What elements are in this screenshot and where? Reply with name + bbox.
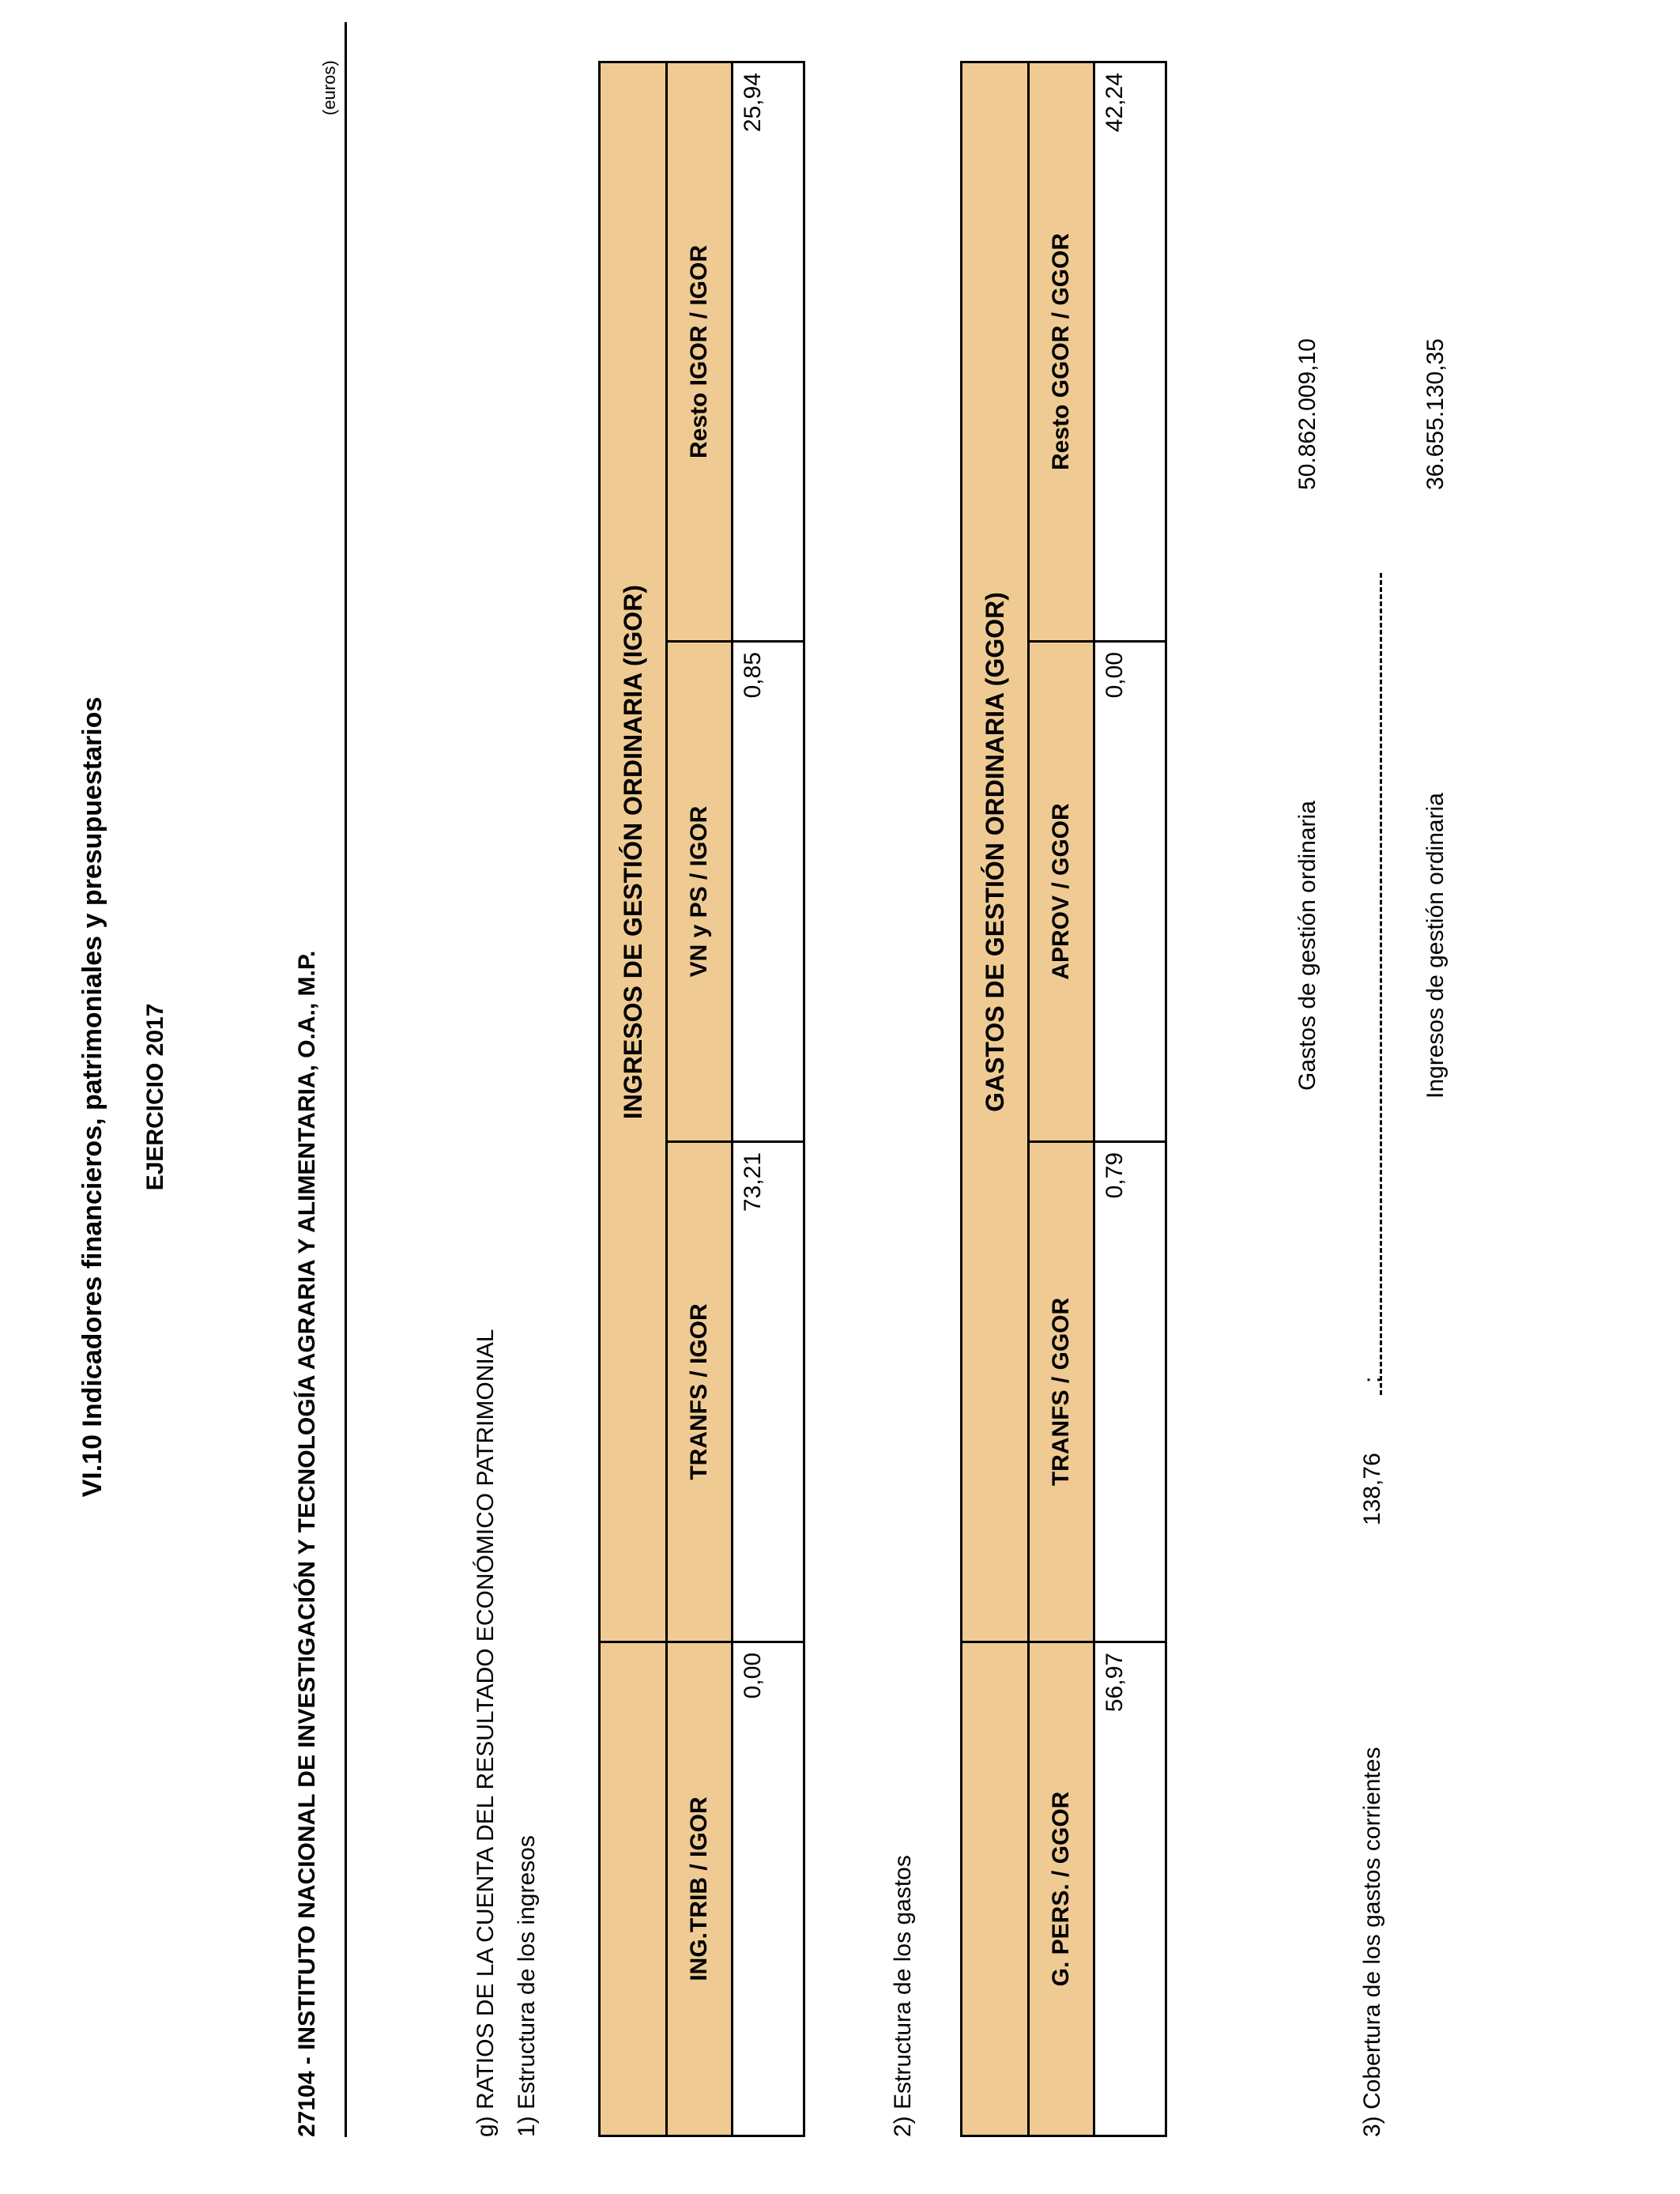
coverage-value: 138,76 (1359, 1453, 1385, 1525)
header-rule (345, 22, 347, 2137)
income-group-header-row (600, 62, 667, 2136)
expense-col-header: G. PERS. / GGOR (1029, 1642, 1094, 2136)
income-col-header: VN y PS / IGOR (667, 642, 733, 1142)
income-columns-row (667, 62, 733, 2136)
expense-group-header: GASTOS DE GESTIÓN ORDINARIA (GGOR) (962, 62, 1029, 1642)
expense-col-header: APROV / GGOR (1029, 642, 1094, 1142)
units-label: (euros) (319, 60, 339, 115)
income-value-cell: 73,21 (733, 1142, 804, 1642)
expense-value-cell: 42,24 (1094, 62, 1166, 641)
denominator-value: 36.655.130,35 (1422, 338, 1448, 490)
income-values-row (733, 62, 804, 2136)
entity-name: 27104 - INSTITUTO NACIONAL DE INVESTIGACIÓN Y TECNOLOGÍA AGRARIA Y ALIMENTARIA, O.A., M.P. (294, 950, 320, 2137)
numerator-value: 50.862.009,10 (1294, 338, 1320, 490)
expense-ratio-table (960, 61, 1167, 2137)
expense-col-header: TRANFS / GGOR (1029, 1142, 1094, 1642)
expense-col-header: Resto GGOR / GGOR (1029, 62, 1094, 641)
income-structure-label: 1) Estructura de los ingresos (514, 1835, 540, 2137)
income-group-header: INGRESOS DE GESTIÓN ORDINARIA (IGOR) (600, 62, 667, 1642)
expense-values-row (1094, 62, 1166, 2136)
expense-group-header-row (962, 62, 1029, 2136)
expense-value-cell: 0,79 (1094, 1142, 1166, 1642)
numerator-label: Gastos de gestión ordinaria (1294, 801, 1320, 1091)
denominator-label: Ingresos de gestión ordinaria (1422, 793, 1448, 1099)
expense-value-cell: 56,97 (1094, 1642, 1166, 2136)
income-value-cell: 25,94 (733, 62, 804, 641)
section-title: g) RATIOS DE LA CUENTA DEL RESULTADO ECONÓMICO PATRIMONIAL (473, 1329, 499, 2137)
income-value-cell: 0,00 (733, 1642, 804, 2136)
income-col-header: ING.TRIB / IGOR (667, 1642, 733, 2136)
coverage-separator: : (1359, 1376, 1385, 1383)
income-col-header: Resto IGOR / IGOR (667, 62, 733, 641)
fraction-line (1380, 573, 1382, 1395)
income-ratio-table (598, 61, 805, 2137)
income-value-cell: 0,85 (733, 642, 804, 1142)
report-title: VI.10 Indicadores financieros, patrimoniales y presupuestarios (77, 696, 107, 1498)
expense-columns-row (1029, 62, 1094, 2136)
report-year: EJERCICIO 2017 (142, 1003, 168, 1191)
coverage-label: 3) Cobertura de los gastos corrientes (1359, 1747, 1385, 2137)
income-group-blank-cell (600, 1642, 667, 2136)
expense-structure-label: 2) Estructura de los gastos (890, 1855, 916, 2137)
expense-group-blank-cell (962, 1642, 1029, 2136)
expense-value-cell: 0,00 (1094, 642, 1166, 1142)
income-col-header: TRANFS / IGOR (667, 1142, 733, 1642)
